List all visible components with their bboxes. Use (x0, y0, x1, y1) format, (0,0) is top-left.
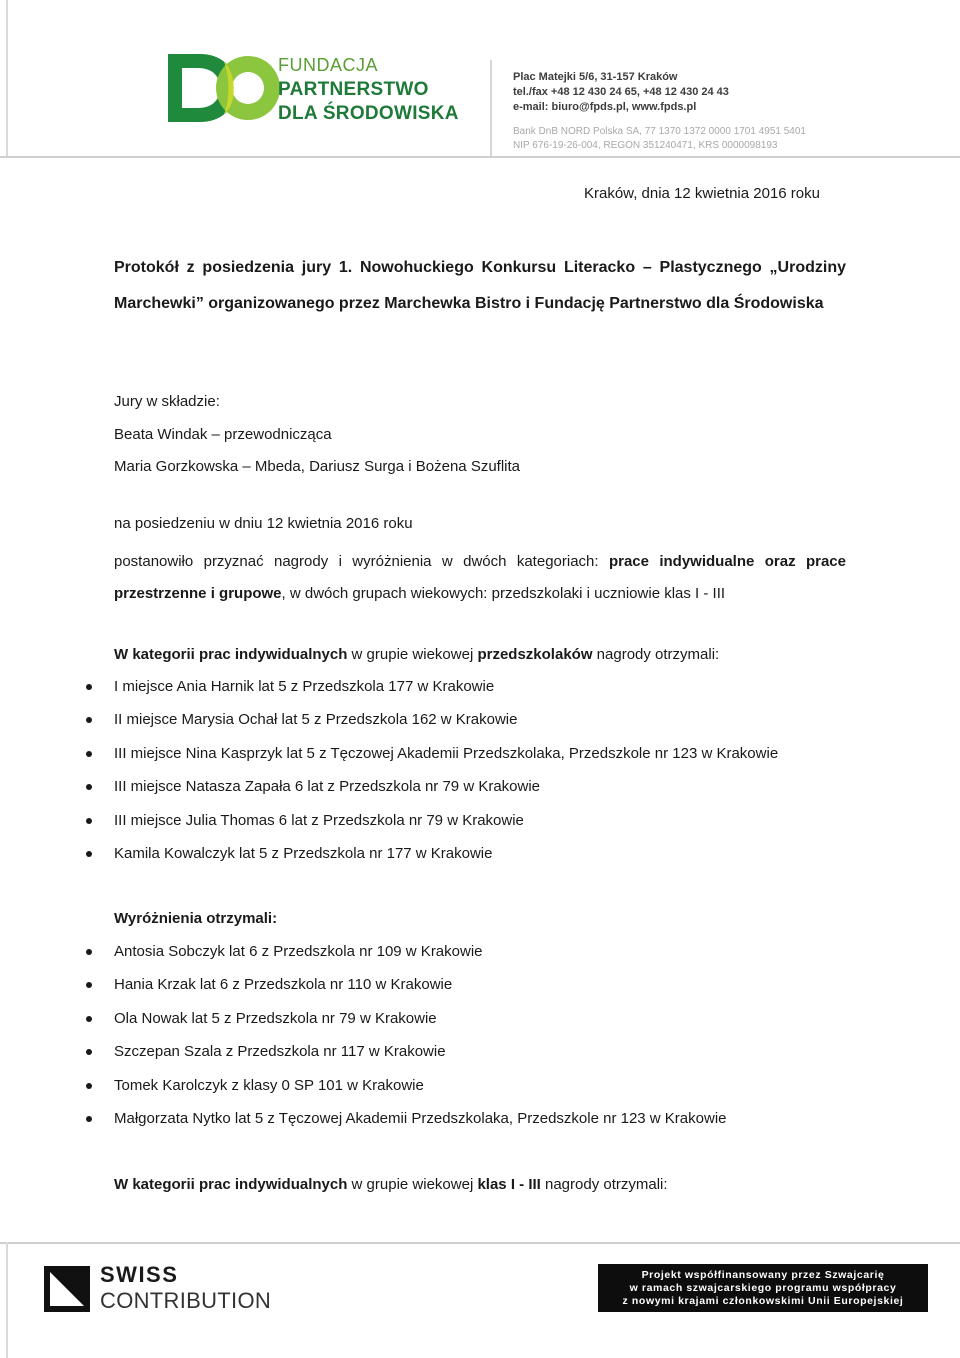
document-title: Protokół z posiedzenia jury 1. Nowohuckiego Konkursu Literacko – Plastycznego „Urodziny Marchewki” organizowanego przez Marchewka Bistro i Fundację Partnerstwo dla Środowiska (114, 259, 846, 312)
distinctions-heading (114, 909, 846, 929)
category-suffix: nagrody otrzymali: (540, 1176, 668, 1193)
foundation-name-line3: DLA ŚRODOWISKA (278, 103, 459, 124)
jury-chair: Beata Windak – przewodnicząca (114, 426, 332, 443)
category-heading-grades (114, 1175, 846, 1195)
registry-ids: NIP 676-19-26-004, REGON 351240471, KRS 0000098193 (513, 140, 778, 151)
list-item: Ola Nowak lat 5 z Przedszkola nr 79 w Krakowie (84, 1009, 864, 1042)
contact-phone: tel./fax +48 12 430 24 65, +48 12 430 24 43 (513, 86, 729, 98)
distinctions-list (84, 942, 864, 1142)
category-heading-preschool (114, 645, 846, 665)
list-item: Tomek Karolczyk z klasy 0 SP 101 w Krakowie (84, 1076, 864, 1109)
swiss-wordmark-line1: SWISS (100, 1262, 179, 1287)
decision-text-c: , w dwóch grupach wiekowych: przedszkolaki i uczniowie klas I - III (281, 585, 726, 602)
distinctions-label: Wyróżnienia otrzymali: (114, 910, 278, 927)
jury-label: Jury w składzie: (114, 393, 220, 410)
foundation-logo-icon (164, 48, 284, 128)
cofinancing-line2: w ramach szwajcarskiego programu współpracy (629, 1282, 897, 1294)
foundation-name-line1: FUNDACJA (278, 55, 379, 75)
list-item: I miejsce Ania Harnik lat 5 z Przedszkola 177 w Krakowie (84, 677, 864, 710)
header-divider (490, 60, 492, 156)
list-item: Hania Krzak lat 6 z Przedszkola nr 110 w Krakowie (84, 975, 864, 1008)
contact-email: e-mail: biuro@fpds.pl, www.fpds.pl (513, 101, 697, 113)
footer-rule (0, 1242, 960, 1244)
meeting-date: na posiedzeniu w dniu 12 kwietnia 2016 roku (114, 515, 413, 532)
swiss-contribution-logo-icon (44, 1266, 90, 1312)
category-name: W kategorii prac indywidualnych (114, 646, 348, 663)
cofinancing-line3: z nowymi krajami członkowskimi Unii Europejskiej (622, 1295, 904, 1307)
list-item: Szczepan Szala z Przedszkola nr 117 w Krakowie (84, 1042, 864, 1075)
decision-text-a: postanowiło przyznać nagrody i wyróżnienia w dwóch kategoriach: (114, 553, 609, 570)
decision-paragraph (114, 546, 846, 610)
list-item: III miejsce Natasza Zapała 6 lat z Przedszkola nr 79 w Krakowie (84, 777, 864, 810)
list-item: Kamila Kowalczyk lat 5 z Przedszkola nr 177 w Krakowie (84, 844, 864, 877)
category-connector: w grupie wiekowej (347, 1176, 478, 1193)
footer-left-border (6, 1242, 8, 1358)
list-item: Antosia Sobczyk lat 6 z Przedszkola nr 109 w Krakowie (84, 942, 864, 975)
bank-account: Bank DnB NORD Polska SA, 77 1370 1372 0000 1701 4951 5401 (513, 126, 806, 137)
category-connector: w grupie wiekowej (347, 646, 478, 663)
contact-block (513, 70, 729, 115)
cofinancing-notice (598, 1264, 928, 1312)
swiss-wordmark-line2: CONTRIBUTION (100, 1288, 272, 1313)
list-item: III miejsce Julia Thomas 6 lat z Przedszkola nr 79 w Krakowie (84, 811, 864, 844)
cofinancing-line1: Projekt współfinansowany przez Szwajcarię (641, 1269, 885, 1281)
foundation-name (278, 56, 459, 123)
list-item: Małgorzata Nytko lat 5 z Tęczowej Akademii Przedszkolaka, Przedszkole nr 123 w Krakowie (84, 1109, 864, 1142)
bank-block (513, 125, 806, 153)
foundation-name-line2: PARTNERSTWO (278, 79, 429, 100)
category-name: W kategorii prac indywidualnych (114, 1176, 348, 1193)
letterhead (0, 0, 960, 160)
category-suffix: nagrody otrzymali: (592, 646, 720, 663)
header-rule (0, 156, 960, 158)
preschool-awards-list (84, 677, 864, 877)
age-group-name: klas I - III (477, 1176, 541, 1193)
decision-categories: prace indywidualne oraz prace przestrzenne i grupowe (114, 553, 846, 602)
list-item: III miejsce Nina Kasprzyk lat 5 z Tęczowej Akademii Przedszkolaka, Przedszkole nr 123 w Krakowie (84, 744, 864, 777)
swiss-contribution-wordmark (100, 1264, 271, 1312)
list-item: II miejsce Marysia Ochał lat 5 z Przedszkola 162 w Krakowie (84, 710, 864, 743)
document-date: Kraków, dnia 12 kwietnia 2016 roku (584, 185, 820, 202)
jury-members: Maria Gorzkowska – Mbeda, Dariusz Surga i Bożena Szuflita (114, 458, 521, 475)
contact-address: Plac Matejki 5/6, 31-157 Kraków (513, 71, 678, 83)
letterhead-left-border (6, 0, 8, 158)
age-group-name: przedszkolaków (477, 646, 593, 663)
